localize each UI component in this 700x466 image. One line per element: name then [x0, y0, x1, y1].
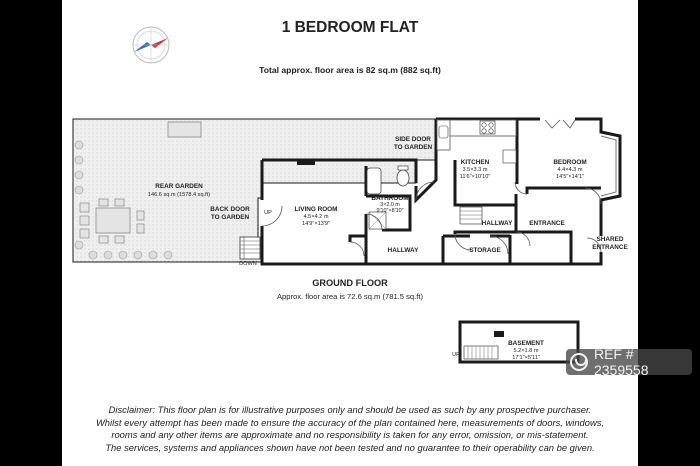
- upper-hallway-label: HALLWAY: [481, 220, 513, 227]
- basement-size-imperial: 17'1"×5'11": [512, 355, 540, 361]
- compass-icon: [133, 27, 169, 63]
- bedroom-size-metric: 4.4×4.3 m: [557, 167, 583, 173]
- kitchen-fittings: [437, 120, 516, 163]
- disclaimer-line: The services, systems and appliances shown have not been tested and no guarantee to their operability can be given.: [105, 441, 595, 453]
- side-door-label-line2: TO GARDEN: [393, 144, 433, 151]
- bathroom-size-imperial: 9'10"×8'10": [376, 208, 404, 214]
- kitchen-size-imperial: 11'6"×10'10": [459, 174, 491, 180]
- back-door-label-line1: BACK DOOR: [210, 206, 250, 213]
- garden-stairs: [240, 237, 260, 259]
- storage-label: STORAGE: [469, 247, 501, 254]
- rear-garden-size: 146.6 sq.m (1578.4 sq.ft): [147, 192, 211, 198]
- disclaimer-line: Disclaimer: This floor plan is for illustrative purposes only and should be used as such by any prospective purchaser.: [108, 404, 592, 415]
- bay-window: [601, 136, 616, 196]
- ground-floor-title: GROUND FLOOR: [312, 278, 388, 288]
- fireplace: [297, 161, 315, 165]
- reference-number: REF # 2359558: [593, 346, 649, 378]
- kitchen-label: KITCHEN: [460, 159, 490, 166]
- camera-lens-icon: [570, 353, 588, 371]
- side-door-label-line1: SIDE DOOR: [395, 136, 431, 143]
- basement-up-label: UP: [452, 352, 460, 358]
- rear-garden-label: REAR GARDEN: [155, 183, 203, 190]
- plan-title: 1 BEDROOM FLAT: [281, 19, 419, 36]
- back-door-label-line2: TO GARDEN: [210, 214, 250, 221]
- entrance-label: ENTRANCE: [529, 220, 565, 227]
- disclaimer: [62, 404, 638, 454]
- shared-entrance-label-line2: ENTRANCE: [592, 244, 628, 251]
- back-door-up-label: UP: [264, 210, 272, 216]
- hallway-stairs: [460, 207, 482, 224]
- bathroom-label: BATHROOM: [371, 195, 409, 202]
- basement-size-metric: 5.2×1.8 m: [513, 348, 539, 354]
- total-area: Total approx. floor area is 82 sq.m (882 sq.ft): [259, 65, 441, 75]
- living-room-size-metric: 4.5×4.2 m: [303, 214, 329, 220]
- disclaimer-line: rooms and any other items are approximate and no responsibility is taken for any error, omission, or mis-statement.: [111, 429, 589, 441]
- living-room-size-imperial: 14'9"×13'9": [301, 221, 331, 227]
- living-room-label: LIVING ROOM: [294, 206, 338, 213]
- reference-badge: [566, 346, 692, 378]
- bathroom-size-metric: 3×2.0 m: [380, 202, 400, 208]
- ground-floor-area: Approx. floor area is 72.6 sq.m (781.5 sq.ft): [276, 292, 424, 301]
- basement-label: BASEMENT: [508, 340, 544, 347]
- bedroom-label: BEDROOM: [553, 159, 587, 166]
- kitchen-size-metric: 3.5×3.3 m: [462, 167, 488, 173]
- garden-stairs-down-label: DOWN: [239, 261, 257, 267]
- shared-entrance-label-line1: SHARED: [596, 236, 624, 243]
- bedroom-size-imperial: 14'5"×14'1": [555, 174, 585, 180]
- disclaimer-line: Whilst every attempt has been made to ensure the accuracy of the plan contained here, measurements of doors, windows,: [95, 416, 605, 428]
- lower-hallway-label: HALLWAY: [387, 247, 419, 254]
